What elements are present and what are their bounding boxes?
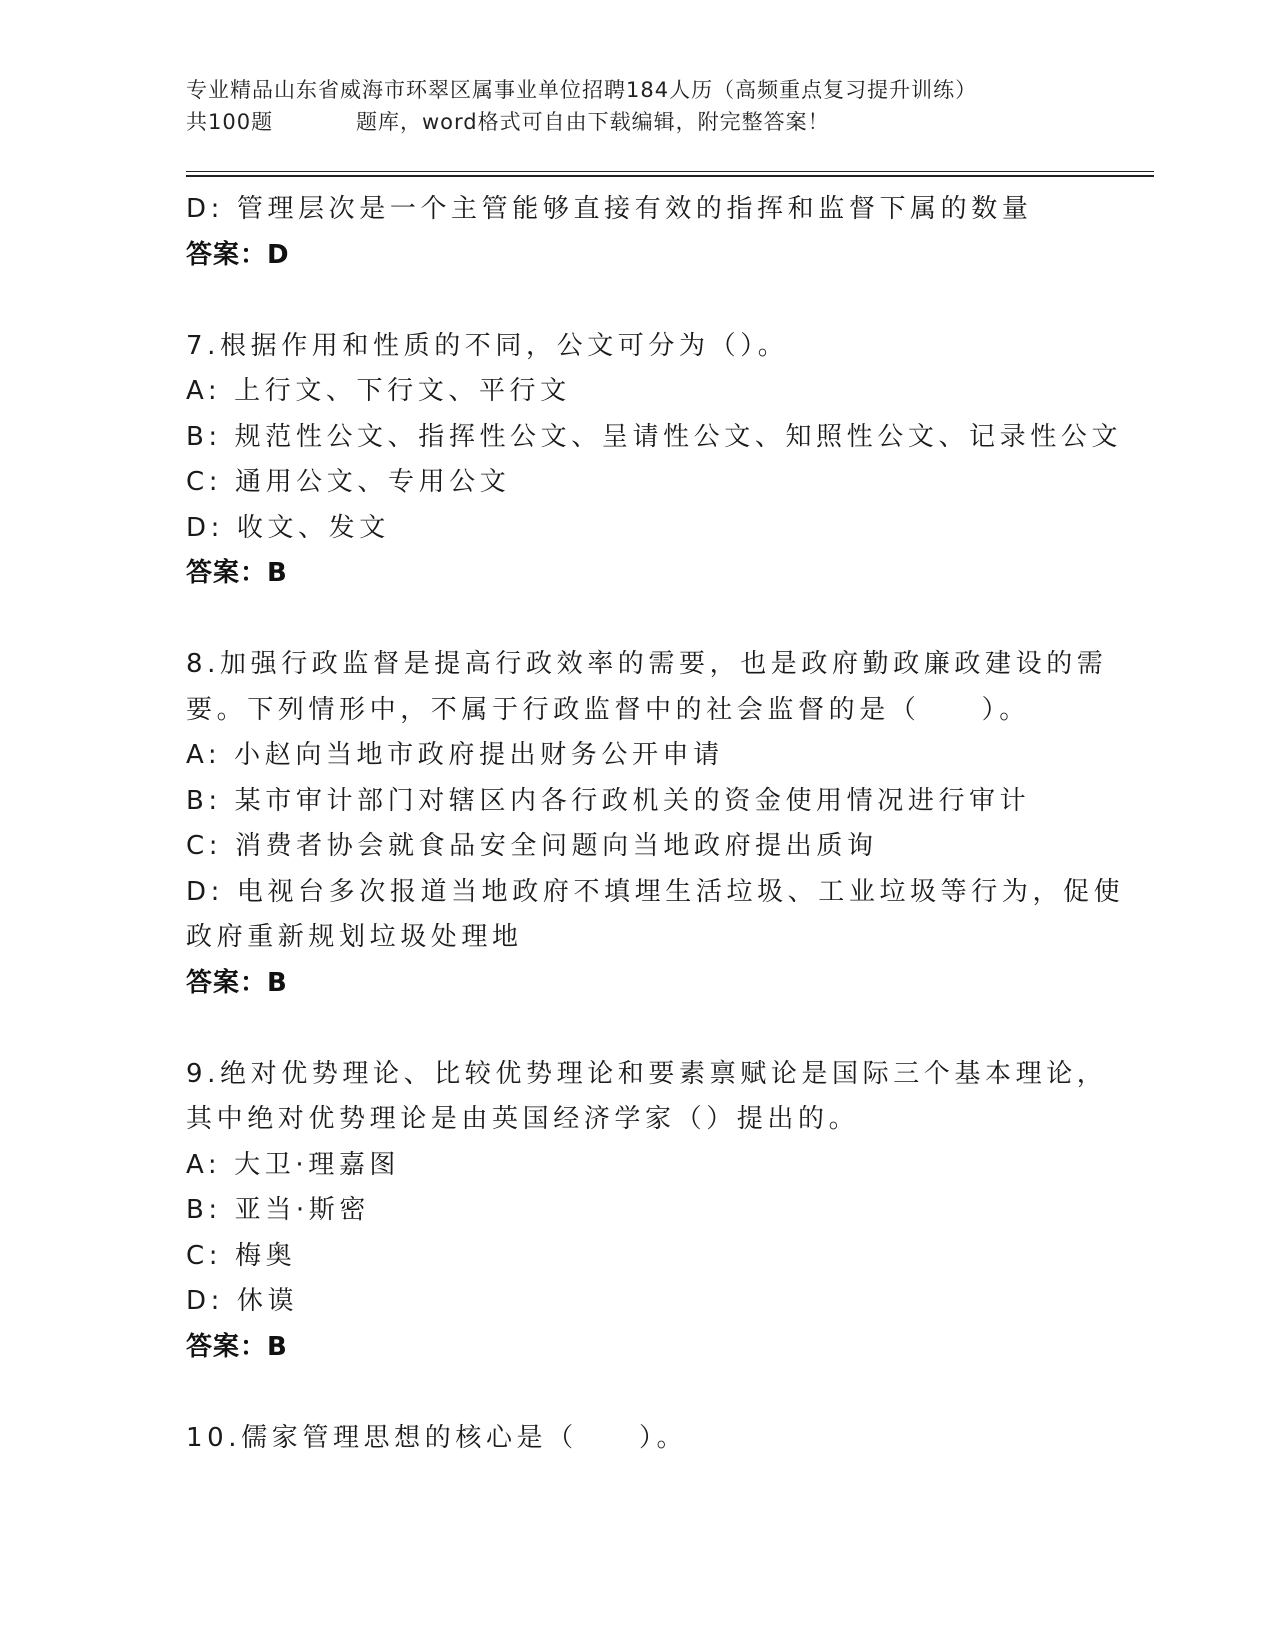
header-subtitle [186, 106, 1086, 138]
header-rule-bottom [186, 175, 1154, 177]
question-stem: 10.儒家管理思想的核心是（ ）。 [186, 1422, 688, 1453]
question-content [186, 187, 1125, 1461]
header-count: 共100题 [186, 110, 274, 134]
document-header [186, 74, 1086, 138]
answer-line: 答案：D [186, 239, 290, 270]
question-stem: 8.加强行政监督是提高行政效率的需要，也是政府勤政廉政建设的需 [186, 649, 1108, 679]
option-b: B: 亚当·斯密 [186, 1195, 370, 1225]
question-block-9 [186, 1052, 1108, 1371]
spacer [186, 278, 1086, 324]
question-block-prev [186, 187, 1086, 278]
answer-line: 答案：B [186, 1331, 288, 1362]
spacer [186, 597, 1086, 643]
option-a: A: 小赵向当地市政府提出财务公开申请 [186, 740, 724, 770]
header-rule-top [186, 171, 1154, 172]
question-stem: 9.绝对优势理论、比较优势理论和要素禀赋论是国际三个基本理论， [186, 1058, 1108, 1089]
option-c: C: 通用公文、专用公文 [186, 467, 511, 497]
option-a: A: 大卫·理嘉图 [186, 1149, 401, 1180]
option-d: D: 电视台多次报道当地政府不填埋生活垃圾、工业垃圾等行为，促使 [186, 876, 1125, 907]
option-d-continued: 政府重新规划垃圾处理地 [186, 922, 523, 952]
spacer [186, 1006, 1086, 1052]
option-b: B: 规范性公文、指挥性公文、呈请性公文、知照性公文、记录性公文 [186, 421, 1123, 452]
question-stem: 7.根据作用和性质的不同，公文可分为（）。 [186, 330, 789, 361]
answer-line: 答案：B [186, 558, 288, 588]
option-d: D: 休谟 [186, 1286, 299, 1316]
answer-line: 答案：B [186, 967, 288, 998]
option-d: D: 管理层次是一个主管能够直接有效的指挥和监督下属的数量 [186, 194, 1033, 224]
question-block-8 [186, 642, 1125, 1006]
header-description: 题库，word格式可自由下载编辑，附完整答案！ [356, 110, 830, 134]
question-block-10 [186, 1416, 1086, 1462]
spacer [186, 1370, 1086, 1416]
header-title: 专业精品山东省威海市环翠区属事业单位招聘184人历（高频重点复习提升训练） [186, 78, 978, 102]
option-d: D: 收文、发文 [186, 512, 390, 543]
option-c: C: 消费者协会就食品安全问题向当地政府提出质询 [186, 831, 878, 861]
option-c: C: 梅奥 [186, 1240, 297, 1271]
option-b: B: 某市审计部门对辖区内各行政机关的资金使用情况进行审计 [186, 785, 1031, 816]
question-block-7 [186, 324, 1123, 597]
question-stem-continued: 要。下列情形中，不属于行政监督中的社会监督的是（ ）。 [186, 694, 1030, 725]
option-a: A: 上行文、下行文、平行文 [186, 376, 571, 406]
question-stem-continued: 其中绝对优势理论是由英国经济学家（）提出的。 [186, 1104, 860, 1134]
